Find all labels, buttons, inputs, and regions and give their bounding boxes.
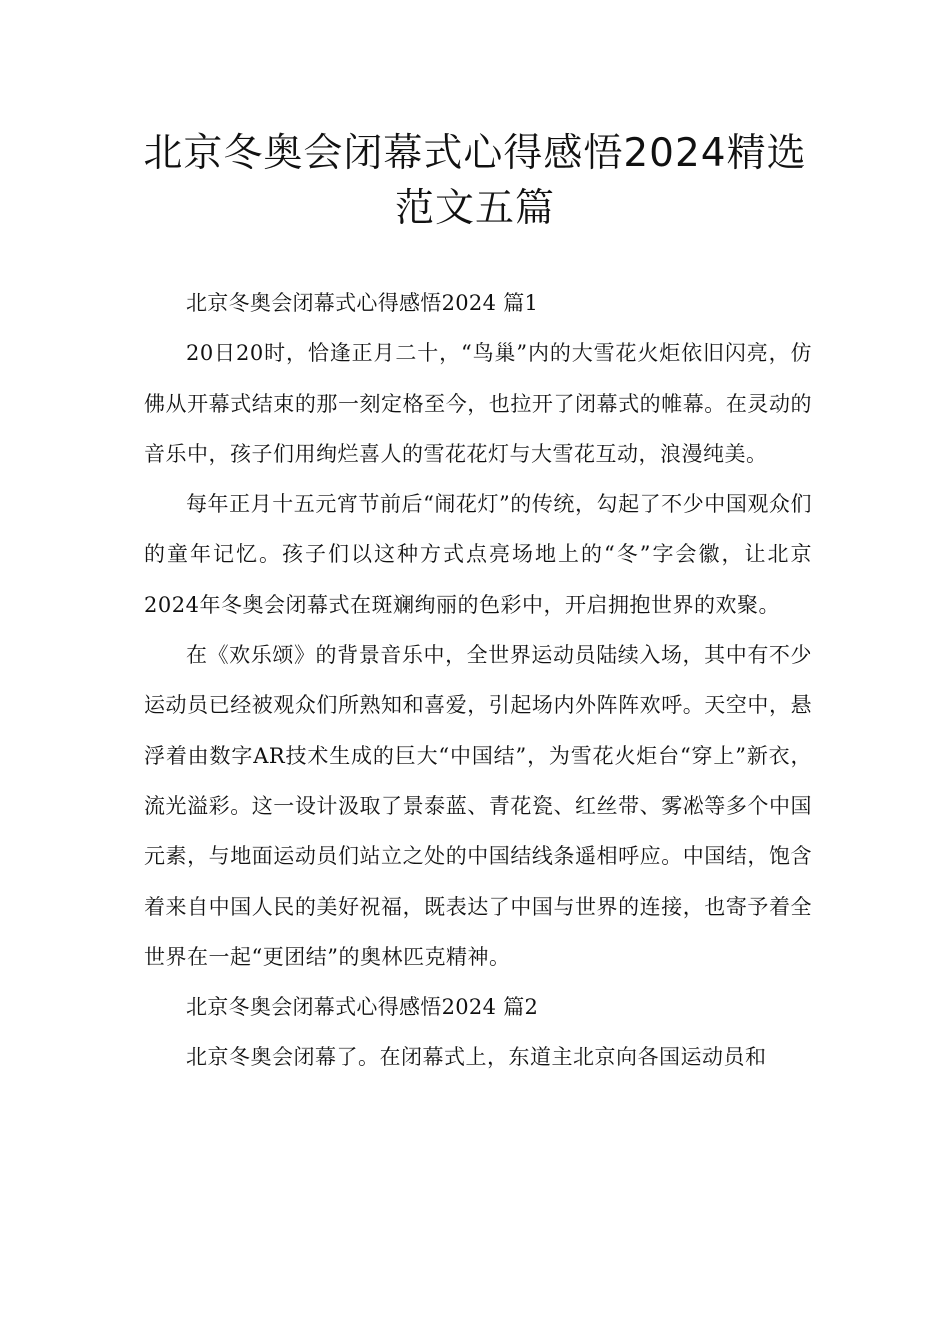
paragraph: 20日20时，恰逢正月二十，“鸟巢”内的大雪花火炬依旧闪亮，仿佛从开幕式结束的那一刻定格至今，也拉开了闭幕式的帷幕。在灵动的音乐中，孩子们用绚烂喜人的雪花花灯与大雪花互动，浪漫纯美。 xyxy=(144,341,812,466)
section-heading-2: 北京冬奥会闭幕式心得感悟2024 篇2 xyxy=(186,995,539,1020)
document-title-line-2: 范文五篇 xyxy=(394,186,555,231)
document-title-line-1: 北京冬奥会闭幕式心得感悟2024精选 xyxy=(143,131,807,176)
paragraph: 北京冬奥会闭幕了。在闭幕式上，东道主北京向各国运动员和 xyxy=(186,1045,767,1070)
paragraph: 在《欢乐颂》的背景音乐中，全世界运动员陆续入场，其中有不少运动员已经被观众们所熟知和喜爱，引起场内外阵阵欢呼。天空中，悬浮着由数字AR技术生成的巨大“中国结”，为雪花火炬台“穿上”新衣，流光溢彩。这一设计汲取了景泰蓝、青花瓷、红丝带、雾凇等多个中国元素，与地面运动员们站立之处的中国结线条遥相呼应。中国结，饱含着来自中国人民的美好祝福，既表达了中国与世界的连接，也寄予着全世界在一起“更团结”的奥林匹克精神。 xyxy=(144,643,812,969)
paragraph: 每年正月十五元宵节前后“闹花灯”的传统，勾起了不少中国观众们的童年记忆。孩子们以这种方式点亮场地上的“冬”字会徽，让北京2024年冬奥会闭幕式在斑斓绚丽的色彩中，开启拥抱世界的欢聚。 xyxy=(144,492,812,617)
section-heading-1: 北京冬奥会闭幕式心得感悟2024 篇1 xyxy=(186,291,539,315)
document-body xyxy=(144,278,812,1083)
